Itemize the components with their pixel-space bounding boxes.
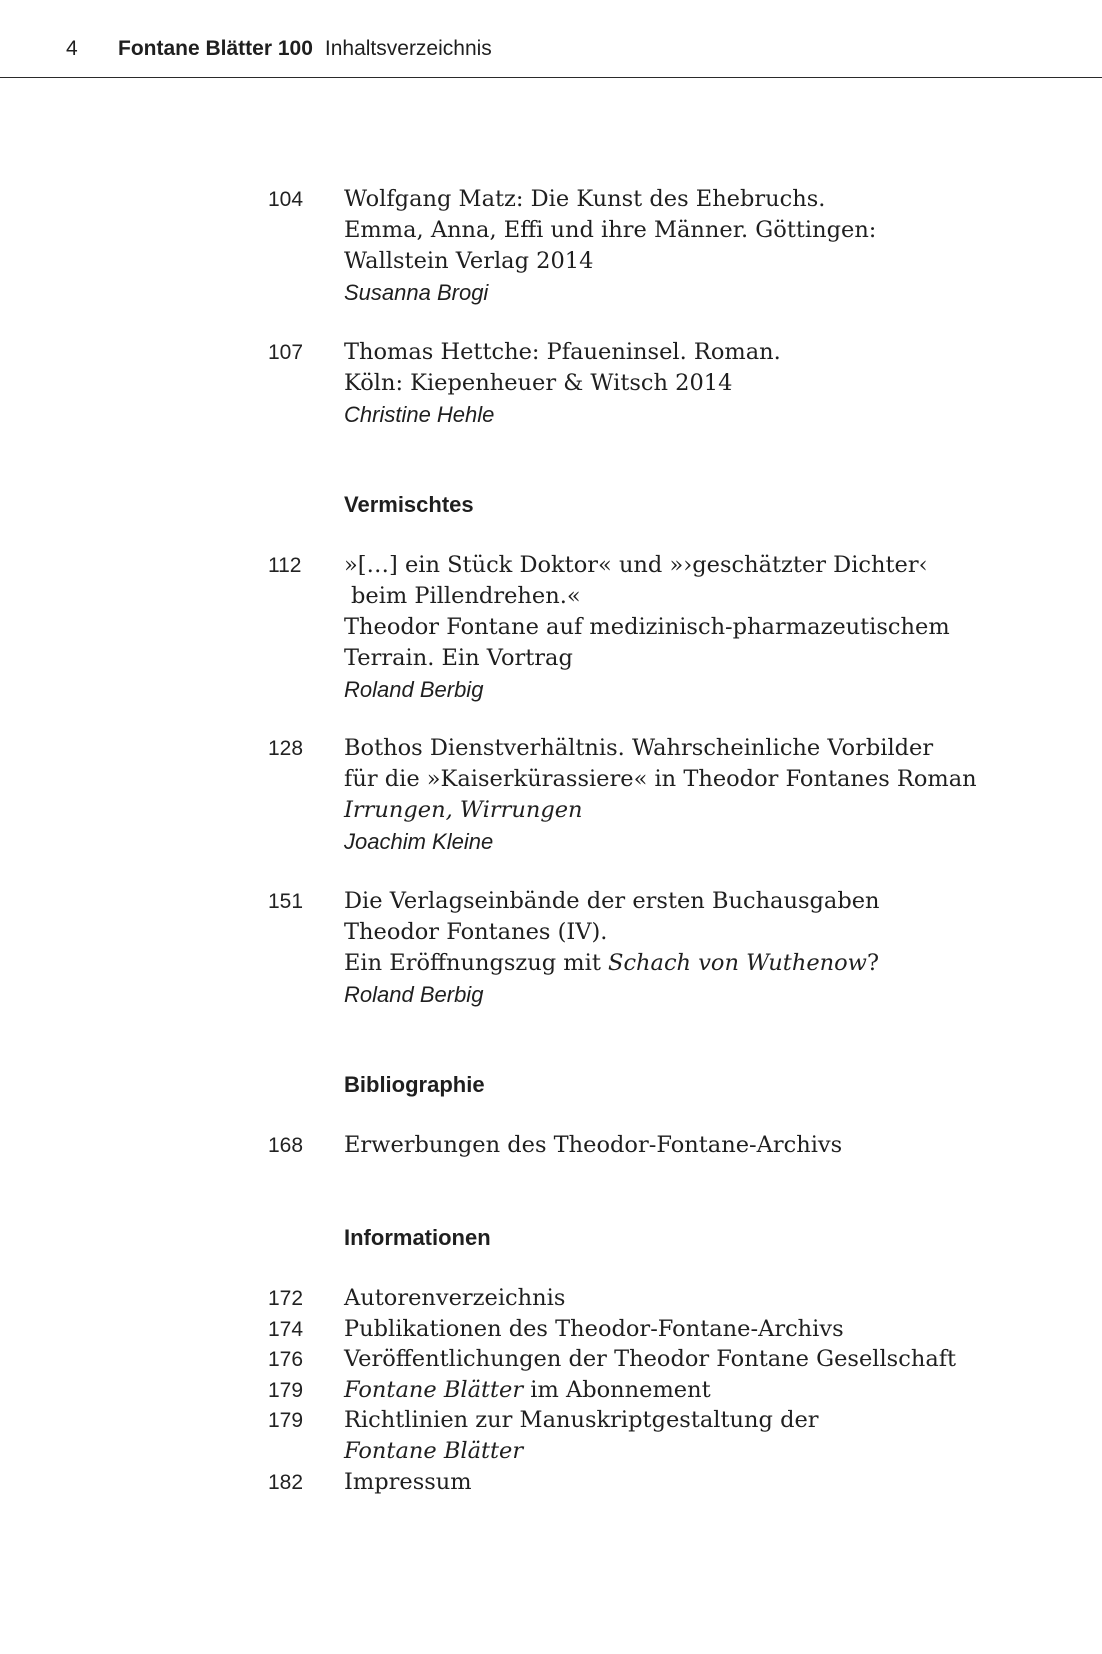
entry-page-number: 104 <box>268 188 304 211</box>
entry-title-line: Die Verlagseinbände der ersten Buchausgaben <box>344 888 880 914</box>
entry-title-line: Theodor Fontane auf medizinisch-pharmazeutischem <box>344 614 950 640</box>
entry-body <box>344 337 1044 430</box>
entry-author: Joachim Kleine <box>344 829 494 854</box>
entry-title-line: Erwerbungen des Theodor-Fontane-Archivs <box>344 1132 843 1158</box>
entry-author: Christine Hehle <box>344 402 495 427</box>
entry-title-italic: Fontane Blätter <box>344 1377 524 1403</box>
entry-title-italic: Irrungen, Wirrungen <box>344 797 583 823</box>
entry-body <box>344 550 1044 705</box>
entry-page-number: 172 <box>268 1287 304 1310</box>
entry-title-line: Köln: Kiepenheuer & Witsch 2014 <box>344 370 733 396</box>
entry-title-line: Richtlinien zur Manuskriptgestaltung der <box>344 1407 819 1433</box>
entry-page-number: 182 <box>268 1471 304 1494</box>
entry-page-number: 151 <box>268 890 304 913</box>
entry-page-number: 128 <box>268 737 304 760</box>
entry-title-line: Veröffentlichungen der Theodor Fontane Gesellschaft <box>344 1346 957 1372</box>
entry-body <box>344 1375 1044 1406</box>
entry-title-italic: Fontane Blätter <box>344 1438 524 1464</box>
entry-title-line: Emma, Anna, Effi und ihre Männer. Göttingen: <box>344 217 877 243</box>
entry-title-line <box>344 581 1044 612</box>
section-heading-bibliographie: Bibliographie <box>344 1072 485 1097</box>
page-number: 4 <box>66 37 78 60</box>
entry-author: Susanna Brogi <box>344 280 489 305</box>
entry-body <box>344 1467 1044 1498</box>
entry-body <box>344 1314 1044 1345</box>
entry-title-text: ? <box>866 950 880 976</box>
journal-title: Fontane Blätter 100 <box>118 37 313 60</box>
entry-page-number: 179 <box>268 1409 304 1432</box>
section-label: Inhaltsverzeichnis <box>324 37 492 60</box>
entry-body <box>344 1130 1044 1161</box>
entry-title-line: für die »Kaiserkürassiere« in Theodor Fontanes Roman <box>344 766 977 792</box>
entry-body <box>344 1344 1044 1375</box>
entry-body <box>344 886 1044 1010</box>
entry-title-text: beim Pillendrehen.« <box>351 583 581 609</box>
entry-title-line: Impressum <box>344 1469 472 1495</box>
entry-body <box>344 1283 1044 1314</box>
entry-title-line <box>344 1436 1044 1467</box>
entry-title-text: im Abonnement <box>523 1377 711 1403</box>
entry-title-line <box>344 948 1044 979</box>
header-line <box>66 36 492 62</box>
entry-body <box>344 184 1044 308</box>
entry-title-line <box>344 1375 1044 1406</box>
entry-body <box>344 733 1044 857</box>
entry-page-number: 112 <box>268 554 302 577</box>
entry-title-line: Wallstein Verlag 2014 <box>344 248 594 274</box>
entry-page-number: 176 <box>268 1348 304 1371</box>
section-heading-vermischtes: Vermischtes <box>344 492 474 517</box>
entry-body <box>344 1405 1044 1467</box>
entry-title-line: Publikationen des Theodor-Fontane-Archivs <box>344 1316 844 1342</box>
entry-page-number: 174 <box>268 1318 304 1341</box>
entry-title-line: Wolfgang Matz: Die Kunst des Ehebruchs. <box>344 186 826 212</box>
running-header <box>0 0 1102 78</box>
entry-title-line: Thomas Hettche: Pfaueninsel. Roman. <box>344 339 781 365</box>
entry-page-number: 179 <box>268 1379 304 1402</box>
entry-title-line: Terrain. Ein Vortrag <box>344 645 573 671</box>
entry-title-line: »[…] ein Stück Doktor« und »›geschätzter Dichter‹ <box>344 552 928 578</box>
entry-page-number: 168 <box>268 1134 304 1157</box>
entry-author: Roland Berbig <box>344 677 484 702</box>
entry-title-line: Theodor Fontanes (IV). <box>344 919 608 945</box>
entry-title-line <box>344 795 1044 826</box>
entry-author: Roland Berbig <box>344 982 484 1007</box>
entry-title-line: Autorenverzeichnis <box>344 1285 566 1311</box>
entry-page-number: 107 <box>268 341 304 364</box>
entry-title-line: Bothos Dienstverhältnis. Wahrscheinliche Vorbilder <box>344 735 934 761</box>
entry-title-italic: Schach von Wuthenow <box>608 950 867 976</box>
section-heading-informationen: Informationen <box>344 1225 491 1250</box>
entry-title-text: Ein Eröffnungszug mit <box>344 950 609 976</box>
